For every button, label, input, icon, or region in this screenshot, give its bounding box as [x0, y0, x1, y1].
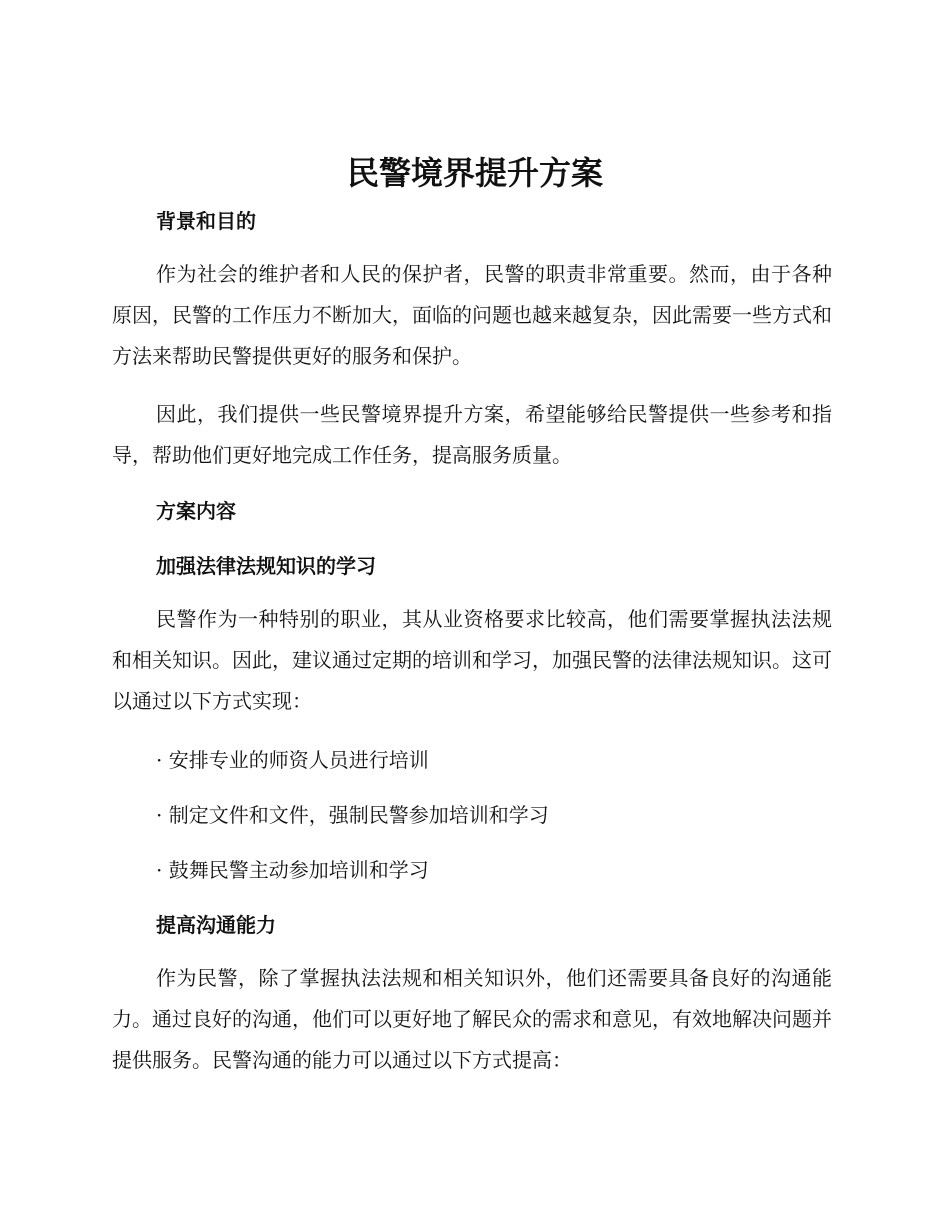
document-title: 民警境界提升方案 — [346, 154, 603, 192]
section-heading-background: 背景和目的 — [156, 209, 256, 233]
section-heading-content: 方案内容 — [156, 499, 236, 523]
bullet-item-law-1: · 安排专业的师资人员进行培训 — [156, 748, 429, 772]
bullet-item-law-3: · 鼓舞民警主动参加培训和学习 — [156, 858, 429, 882]
paragraph-communication-1: 作为民警，除了掌握执法法规和相关知识外，他们还需要具备良好的沟通能力。通过良好的沟通，他们可以更好地了解民众的需求和意见，有效地解决问题并提供服务。民警沟通的能力可以通过以下方式提高： — [112, 966, 832, 1072]
section-heading-communication: 提高沟通能力 — [156, 913, 276, 937]
paragraph-law-1: 民警作为一种特别的职业，其从业资格要求比较高，他们需要掌握执法法规和相关知识。因此，建议通过定期的培训和学习，加强民警的法律法规知识。这可以通过以下方式实现： — [112, 607, 832, 713]
paragraph-background-1: 作为社会的维护者和人民的保护者，民警的职责非常重要。然而，由于各种原因，民警的工作压力不断加大，面临的问题也越来越复杂，因此需要一些方式和方法来帮助民警提供更好的服务和保护。 — [112, 262, 832, 368]
section-heading-law: 加强法律法规知识的学习 — [156, 554, 376, 578]
paragraph-background-2: 因此，我们提供一些民警境界提升方案，希望能够给民警提供一些参考和指导，帮助他们更好地完成工作任务，提高服务质量。 — [112, 402, 832, 467]
bullet-item-law-2: · 制定文件和文件，强制民警参加培训和学习 — [156, 803, 549, 827]
